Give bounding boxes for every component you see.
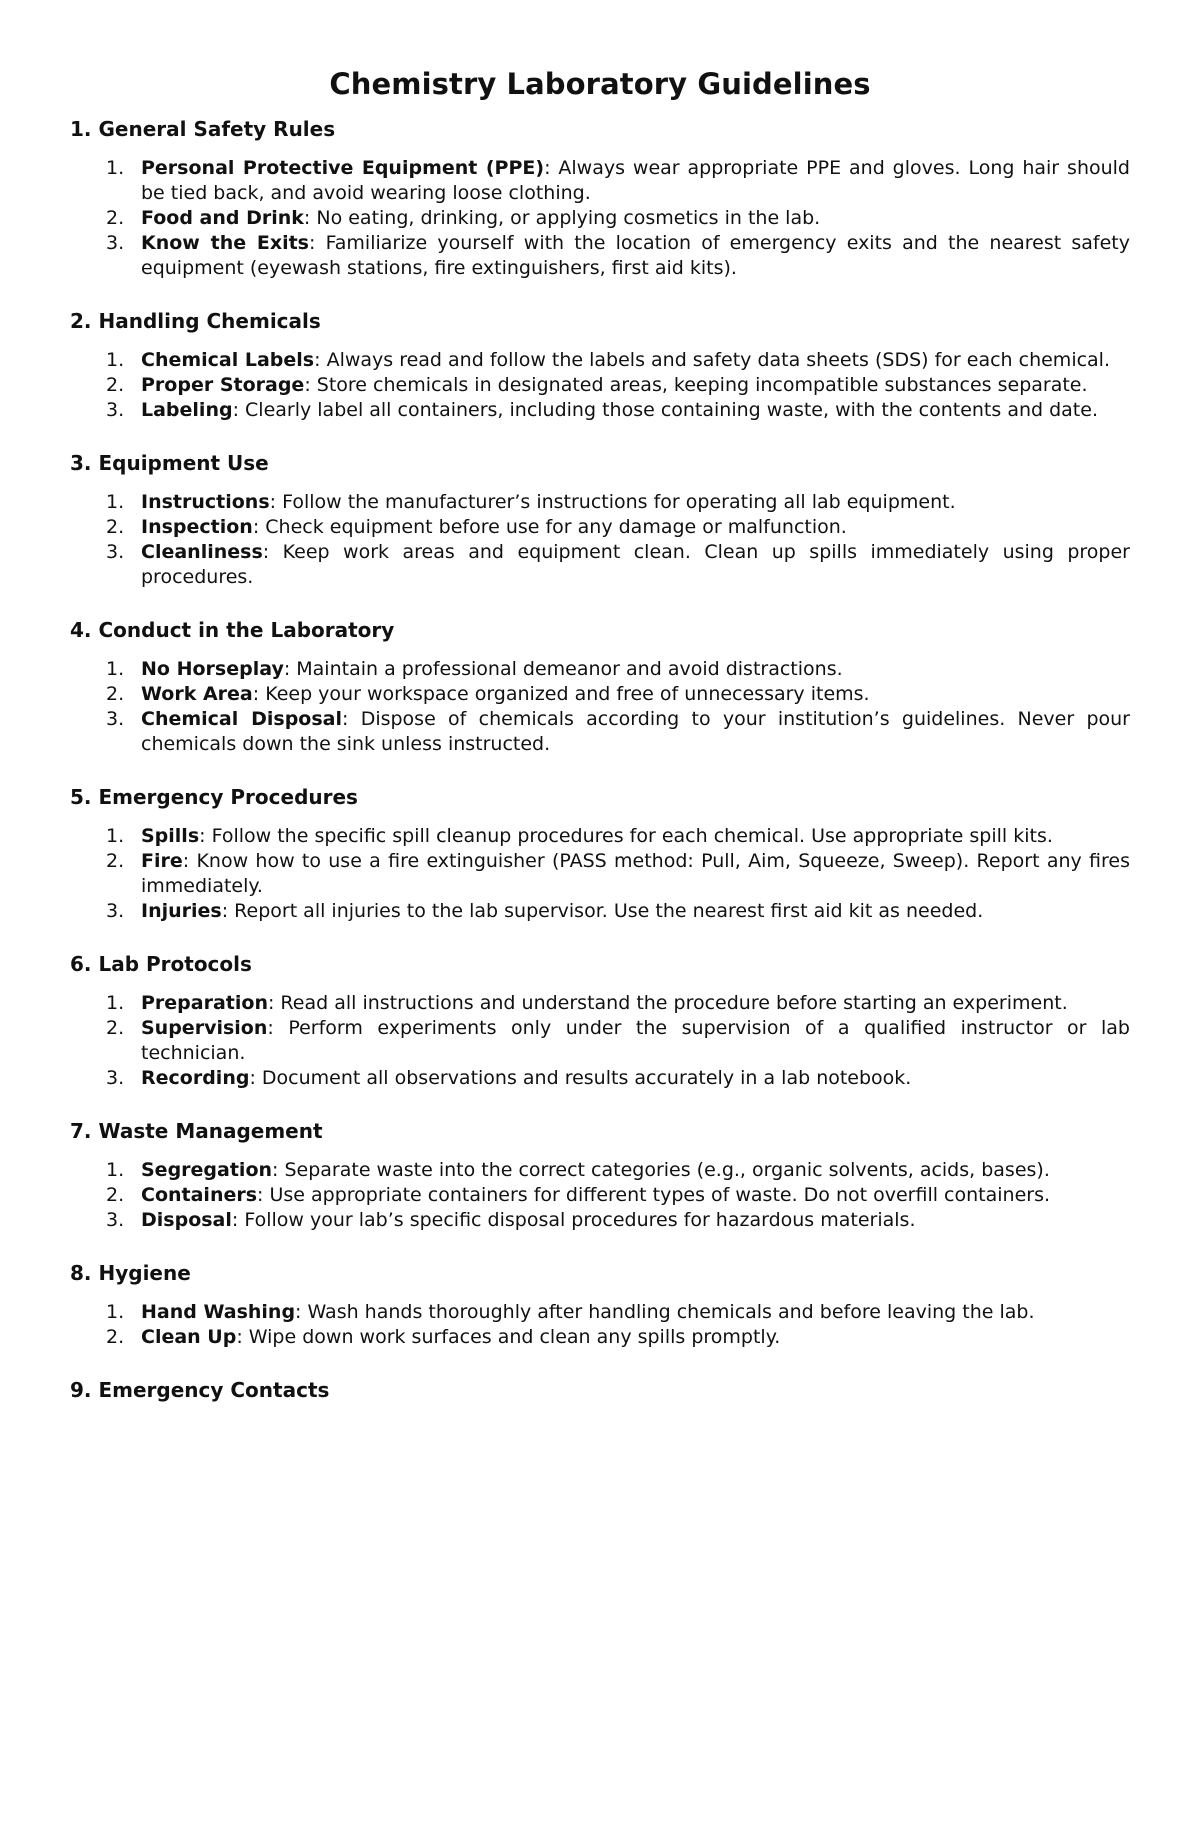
item-term: Disposal xyxy=(141,1209,232,1232)
item-number: 1. xyxy=(106,1301,125,1324)
section xyxy=(70,308,1130,423)
item-number: 2. xyxy=(106,1184,125,1207)
item-number: 2. xyxy=(106,1017,125,1040)
item-number: 1. xyxy=(106,1159,125,1182)
guideline-item xyxy=(70,348,1130,373)
section-heading: 1. General Safety Rules xyxy=(70,117,336,142)
section xyxy=(70,784,1130,924)
item-term: Injuries xyxy=(141,900,222,923)
guideline-item xyxy=(70,1158,1130,1183)
item-description: : Keep your workspace organized and free of unnecessary items. xyxy=(252,683,870,706)
guideline-list xyxy=(70,1158,1130,1233)
guideline-list xyxy=(70,657,1130,757)
guideline-item xyxy=(70,540,1130,590)
item-description: : Store chemicals in designated areas, keeping incompatible substances separate. xyxy=(304,374,1088,397)
guideline-item xyxy=(70,1300,1130,1325)
item-number: 2. xyxy=(106,683,125,706)
item-number: 2. xyxy=(106,1326,125,1349)
item-term: Spills xyxy=(141,825,200,848)
item-description: : Document all observations and results accurately in a lab notebook. xyxy=(249,1067,912,1090)
item-number: 3. xyxy=(106,1209,125,1232)
item-number: 1. xyxy=(106,157,125,180)
section xyxy=(70,1377,1130,1403)
document-title: Chemistry Laboratory Guidelines xyxy=(329,67,871,101)
item-number: 2. xyxy=(106,207,125,230)
item-description: : Wash hands thoroughly after handling chemicals and before leaving the lab. xyxy=(295,1301,1035,1324)
section-heading: 3. Equipment Use xyxy=(70,451,269,476)
item-description: : Follow the specific spill cleanup procedures for each chemical. Use appropriate spill kits. xyxy=(199,825,1053,848)
item-term: Work Area xyxy=(141,683,253,706)
item-description: : Report all injuries to the lab supervisor. Use the nearest first aid kit as needed. xyxy=(221,900,984,923)
guideline-item xyxy=(70,849,1130,899)
item-description: : Read all instructions and understand the procedure before starting an experiment. xyxy=(267,992,1068,1015)
section-heading: 4. Conduct in the Laboratory xyxy=(70,618,395,643)
item-description: : Always read and follow the labels and safety data sheets (SDS) for each chemical. xyxy=(314,349,1111,372)
guideline-item xyxy=(70,156,1130,206)
guideline-item xyxy=(70,1183,1130,1208)
item-number: 2. xyxy=(106,516,125,539)
item-term: Know the Exits xyxy=(141,232,309,255)
section-heading: 2. Handling Chemicals xyxy=(70,309,321,334)
item-description: : Wipe down work surfaces and clean any spills promptly. xyxy=(236,1326,781,1349)
item-term: Supervision xyxy=(141,1017,268,1040)
item-term: Inspection xyxy=(141,516,253,539)
guideline-item xyxy=(70,1066,1130,1091)
section xyxy=(70,1118,1130,1233)
item-term: Recording xyxy=(141,1067,250,1090)
item-term: Cleanliness xyxy=(141,541,263,564)
item-description: : Use appropriate containers for different types of waste. Do not overfill containers. xyxy=(257,1184,1051,1207)
guideline-item xyxy=(70,991,1130,1016)
item-term: Proper Storage xyxy=(141,374,305,397)
item-number: 3. xyxy=(106,708,125,731)
guideline-list xyxy=(70,348,1130,423)
section-heading: 7. Waste Management xyxy=(70,1119,323,1144)
guideline-item xyxy=(70,1208,1130,1233)
guideline-item xyxy=(70,1016,1130,1066)
item-description: : Follow the manufacturer’s instructions for operating all lab equipment. xyxy=(269,491,956,514)
item-term: Containers xyxy=(141,1184,258,1207)
item-number: 2. xyxy=(106,850,125,873)
item-description: : Always wear appropriate PPE and gloves. Long hair should be tied back, and avoid wearing loose clothing. xyxy=(141,157,1130,205)
item-term: Instructions xyxy=(141,491,270,514)
item-description: : Dispose of chemicals according to your institution’s guidelines. Never pour chemicals down the sink unless instructed. xyxy=(141,708,1130,756)
item-number: 3. xyxy=(106,399,125,422)
guideline-list xyxy=(70,490,1130,590)
guideline-list xyxy=(70,1300,1130,1350)
section-heading: 6. Lab Protocols xyxy=(70,952,252,977)
guideline-item xyxy=(70,707,1130,757)
item-description: : Maintain a professional demeanor and avoid distractions. xyxy=(283,658,843,681)
item-description: : Separate waste into the correct categories (e.g., organic solvents, acids, bases). xyxy=(272,1159,1050,1182)
section-heading: 9. Emergency Contacts xyxy=(70,1378,330,1403)
item-number: 1. xyxy=(106,992,125,1015)
item-term: Clean Up xyxy=(141,1326,237,1349)
guideline-item xyxy=(70,206,1130,231)
guideline-list xyxy=(70,824,1130,924)
sections-container xyxy=(70,116,1130,1403)
guideline-item xyxy=(70,1325,1130,1350)
guideline-item xyxy=(70,231,1130,281)
guideline-item xyxy=(70,373,1130,398)
section xyxy=(70,617,1130,757)
item-term: Segregation xyxy=(141,1159,273,1182)
section-heading: 8. Hygiene xyxy=(70,1261,191,1286)
item-number: 1. xyxy=(106,349,125,372)
guideline-item xyxy=(70,682,1130,707)
item-description: : Perform experiments only under the supervision of a qualified instructor or lab technician. xyxy=(141,1017,1130,1065)
item-number: 1. xyxy=(106,658,125,681)
item-number: 2. xyxy=(106,374,125,397)
item-number: 3. xyxy=(106,900,125,923)
item-description: : Know how to use a fire extinguisher (PASS method: Pull, Aim, Squeeze, Sweep). Report any fires immediately. xyxy=(141,850,1130,898)
guideline-item xyxy=(70,657,1130,682)
item-term: Hand Washing xyxy=(141,1301,296,1324)
section xyxy=(70,1260,1130,1350)
item-term: Fire xyxy=(141,850,183,873)
item-number: 1. xyxy=(106,825,125,848)
section xyxy=(70,116,1130,281)
item-description: : Keep work areas and equipment clean. Clean up spills immediately using proper procedures. xyxy=(141,541,1130,589)
guideline-item xyxy=(70,515,1130,540)
item-term: Chemical Disposal xyxy=(141,708,343,731)
item-term: Personal Protective Equipment (PPE) xyxy=(141,157,545,180)
guideline-item xyxy=(70,899,1130,924)
guideline-item xyxy=(70,398,1130,423)
guideline-list xyxy=(70,156,1130,281)
item-number: 1. xyxy=(106,491,125,514)
item-description: : Clearly label all containers, including those containing waste, with the contents and date. xyxy=(232,399,1098,422)
guideline-list xyxy=(70,991,1130,1091)
item-number: 3. xyxy=(106,541,125,564)
guideline-item xyxy=(70,490,1130,515)
section xyxy=(70,450,1130,590)
item-term: Chemical Labels xyxy=(141,349,315,372)
guideline-item xyxy=(70,824,1130,849)
section xyxy=(70,951,1130,1091)
item-description: : Follow your lab’s specific disposal procedures for hazardous materials. xyxy=(231,1209,916,1232)
item-term: Food and Drink xyxy=(141,207,304,230)
item-term: Preparation xyxy=(141,992,268,1015)
item-term: Labeling xyxy=(141,399,233,422)
item-term: No Horseplay xyxy=(141,658,284,681)
item-number: 3. xyxy=(106,1067,125,1090)
item-description: : No eating, drinking, or applying cosmetics in the lab. xyxy=(303,207,821,230)
item-description: : Check equipment before use for any damage or malfunction. xyxy=(252,516,847,539)
item-description: : Familiarize yourself with the location of emergency exits and the nearest safety equipment (eyewash stations, fire extinguishers, first aid kits). xyxy=(141,232,1130,280)
section-heading: 5. Emergency Procedures xyxy=(70,785,358,810)
item-number: 3. xyxy=(106,232,125,255)
